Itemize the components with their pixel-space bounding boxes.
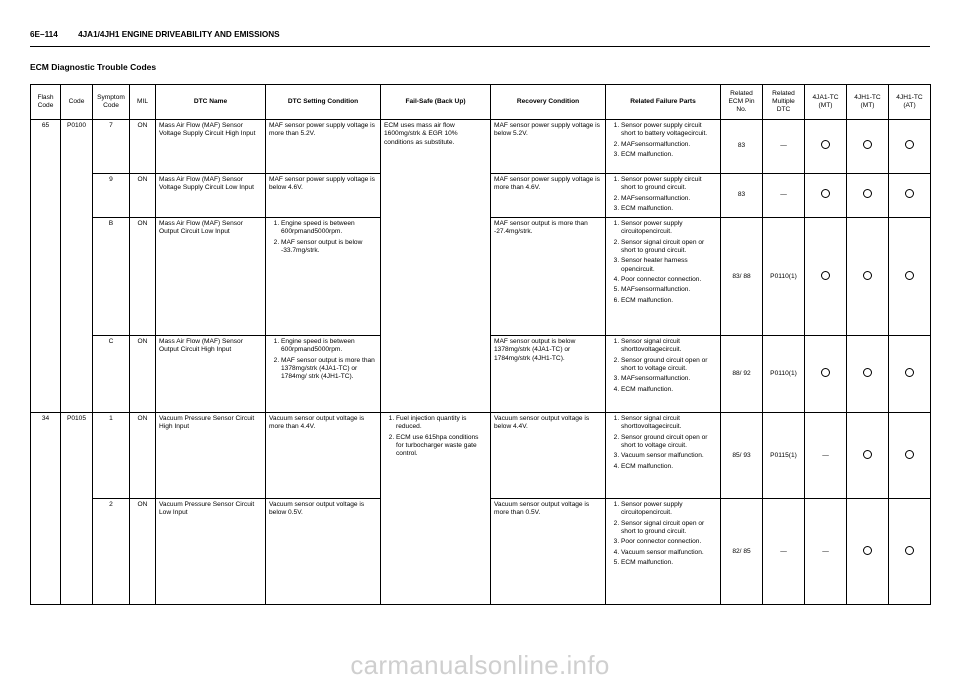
applicable-circle-icon xyxy=(905,140,914,149)
applicability-cell xyxy=(847,120,889,174)
failure-parts-list xyxy=(609,176,717,213)
list-item: 2. Sensor signal circuit open or short to ground circuit. xyxy=(621,239,717,256)
setting-condition-cell: MAF sensor power supply voltage is more than 5.2V. xyxy=(266,120,381,174)
list-item: 3. Poor connector connection. xyxy=(621,538,717,546)
col-symptom-code: Symptom Code xyxy=(93,85,130,120)
list-item: 4. Poor connector connection. xyxy=(621,276,717,284)
setting-condition-cell xyxy=(266,218,381,336)
applicable-circle-icon xyxy=(863,368,872,377)
failure-parts-cell xyxy=(606,336,721,413)
applicability-cell xyxy=(889,413,931,499)
col-flash-code: Flash Code xyxy=(31,85,61,120)
applicability-cell xyxy=(847,174,889,218)
multiple-dtc-cell: P0110(1) xyxy=(763,218,805,336)
list-item: 3. MAFsensormalfunction. xyxy=(621,375,717,383)
mil-cell: ON xyxy=(130,336,156,413)
setting-condition-cell: Vacuum sensor output voltage is below 0.5V. xyxy=(266,499,381,605)
flash-code-cell: 34 xyxy=(31,413,61,605)
list-item: 5. ECM malfunction. xyxy=(621,559,717,567)
ecm-pin-cell: 83/ 88 xyxy=(721,218,763,336)
fail-safe-cell: ECM uses mass air flow 1600mg/strk & EGR 10% conditions as substitute. xyxy=(381,120,491,413)
list-item: 3. ECM malfunction. xyxy=(621,151,717,159)
failure-parts-list xyxy=(609,338,717,394)
ecm-pin-cell: 83 xyxy=(721,120,763,174)
list-item: 1. Sensor power supply circuitopencircuit. xyxy=(621,220,717,237)
applicable-circle-icon xyxy=(821,271,830,280)
list-item: 3. ECM malfunction. xyxy=(621,205,717,213)
watermark: carmanualsonline.info xyxy=(350,650,610,680)
failure-parts-list xyxy=(609,122,717,159)
list-item: 1. Sensor signal circuit shorttovoltagecircuit. xyxy=(621,415,717,432)
applicability-cell xyxy=(805,218,847,336)
failure-parts-list xyxy=(609,220,717,305)
list-item: 2. MAFsensormalfunction. xyxy=(621,141,717,149)
col-setting-condition: DTC Setting Condition xyxy=(266,85,381,120)
applicability-cell xyxy=(805,174,847,218)
applicability-cell xyxy=(805,120,847,174)
list-item: 1. Sensor power supply circuit short to battery voltagecircuit. xyxy=(621,122,717,139)
applicable-circle-icon xyxy=(821,368,830,377)
list-item: 4. Vacuum sensor malfunction. xyxy=(621,549,717,557)
failure-parts-cell xyxy=(606,499,721,605)
dtc-table xyxy=(30,84,931,605)
col-4jh1-tc-at: 4JH1-TC (AT) xyxy=(889,85,931,120)
list-item: 3. Vacuum sensor malfunction. xyxy=(621,452,717,460)
list-item: 2. MAF sensor output is below -33.7mg/strk. xyxy=(281,239,377,256)
list-item: 2. Sensor ground circuit open or short to voltage circuit. xyxy=(621,357,717,374)
table-body xyxy=(31,120,931,605)
page-number: 6E–114 xyxy=(30,30,58,39)
symptom-code-cell: 1 xyxy=(93,413,130,499)
mil-cell: ON xyxy=(130,413,156,499)
mil-cell: ON xyxy=(130,218,156,336)
list-item: 2. MAFsensormalfunction. xyxy=(621,195,717,203)
symptom-code-cell: B xyxy=(93,218,130,336)
recovery-condition-cell: MAF sensor power supply voltage is below 5.2V. xyxy=(491,120,606,174)
recovery-condition-cell: Vacuum sensor output voltage is below 4.4V. xyxy=(491,413,606,499)
applicability-cell xyxy=(847,413,889,499)
applicable-circle-icon xyxy=(821,189,830,198)
list-item: 5. MAFsensormalfunction. xyxy=(621,286,717,294)
table-row xyxy=(31,413,931,499)
applicability-cell xyxy=(847,218,889,336)
applicable-circle-icon xyxy=(863,450,872,459)
recovery-condition-cell: Vacuum sensor output voltage is more than 0.5V. xyxy=(491,499,606,605)
applicability-cell xyxy=(889,120,931,174)
applicable-circle-icon xyxy=(905,271,914,280)
col-4ja1-tc-mt: 4JA1-TC (MT) xyxy=(805,85,847,120)
list-item: 1. Engine speed is between 600rpmand5000rpm. xyxy=(281,338,377,355)
applicability-cell xyxy=(889,499,931,605)
symptom-code-cell: 9 xyxy=(93,174,130,218)
mil-cell: ON xyxy=(130,120,156,174)
dtc-code-cell: P0100 xyxy=(61,120,93,413)
mil-cell: ON xyxy=(130,499,156,605)
failure-parts-list xyxy=(609,501,717,567)
recovery-condition-cell: MAF sensor power supply voltage is more than 4.6V. xyxy=(491,174,606,218)
recovery-condition-cell: MAF sensor output is more than -27.4mg/strk. xyxy=(491,218,606,336)
setting-condition-cell: MAF sensor power supply voltage is below 4.6V. xyxy=(266,174,381,218)
col-4jh1-tc-mt: 4JH1-TC (MT) xyxy=(847,85,889,120)
page-header-title: 4JA1/4JH1 ENGINE DRIVEABILITY AND EMISSIONS xyxy=(78,30,280,39)
failure-parts-list xyxy=(609,415,717,471)
multiple-dtc-cell: — xyxy=(763,174,805,218)
col-fail-safe: Fail-Safe (Back Up) xyxy=(381,85,491,120)
applicability-cell xyxy=(889,174,931,218)
multiple-dtc-cell: — xyxy=(763,499,805,605)
setting-condition-cell: Vacuum sensor output voltage is more than 4.4V. xyxy=(266,413,381,499)
ecm-pin-cell: 85/ 93 xyxy=(721,413,763,499)
list-item: 4. ECM malfunction. xyxy=(621,386,717,394)
applicability-cell: — xyxy=(805,413,847,499)
list-item: 1. Engine speed is between 600rpmand5000rpm. xyxy=(281,220,377,237)
dtc-name-cell: Mass Air Flow (MAF) Sensor Voltage Supply Circuit Low Input xyxy=(156,174,266,218)
dtc-name-cell: Mass Air Flow (MAF) Sensor Output Circuit Low Input xyxy=(156,218,266,336)
setting-condition-cell xyxy=(266,336,381,413)
dtc-code-cell: P0105 xyxy=(61,413,93,605)
header-rule xyxy=(30,46,930,47)
setting-condition-list xyxy=(269,220,377,255)
failure-parts-cell xyxy=(606,218,721,336)
multiple-dtc-cell: — xyxy=(763,120,805,174)
list-item: 1. Fuel injection quantity is reduced. xyxy=(396,415,487,432)
dtc-name-cell: Vacuum Pressure Sensor Circuit High Input xyxy=(156,413,266,499)
list-item: 2. ECM use 615hpa conditions for turbocharger waste gate control. xyxy=(396,434,487,459)
list-item: 2. MAF sensor output is more than 1378mg/strk (4JA1-TC) or 1784mg/ strk (4JH1-TC). xyxy=(281,357,377,382)
multiple-dtc-cell: P0115(1) xyxy=(763,413,805,499)
applicable-circle-icon xyxy=(821,140,830,149)
col-recovery-condition: Recovery Condition xyxy=(491,85,606,120)
applicability-cell xyxy=(847,499,889,605)
list-item: 1. Sensor power supply circuit short to ground circuit. xyxy=(621,176,717,193)
applicability-cell xyxy=(847,336,889,413)
table-header-row xyxy=(31,85,931,120)
dtc-name-cell: Mass Air Flow (MAF) Sensor Output Circuit High Input xyxy=(156,336,266,413)
col-multiple-dtc: Related Multiple DTC xyxy=(763,85,805,120)
applicable-circle-icon xyxy=(863,140,872,149)
applicable-circle-icon xyxy=(905,450,914,459)
applicability-cell xyxy=(889,336,931,413)
fail-safe-cell xyxy=(381,413,491,605)
failure-parts-cell xyxy=(606,174,721,218)
list-item: 2. Sensor signal circuit open or short to ground circuit. xyxy=(621,520,717,537)
col-mil: MIL xyxy=(130,85,156,120)
failure-parts-cell xyxy=(606,413,721,499)
col-failure-parts: Related Failure Parts xyxy=(606,85,721,120)
page-header xyxy=(30,30,280,39)
failure-parts-cell xyxy=(606,120,721,174)
applicable-circle-icon xyxy=(905,368,914,377)
applicable-circle-icon xyxy=(863,546,872,555)
list-item: 6. ECM malfunction. xyxy=(621,297,717,305)
applicable-circle-icon xyxy=(863,271,872,280)
symptom-code-cell: 7 xyxy=(93,120,130,174)
applicability-cell xyxy=(889,218,931,336)
list-item: 4. ECM malfunction. xyxy=(621,463,717,471)
recovery-condition-cell: MAF sensor output is below 1378mg/strk (4JA1-TC) or 1784mg/strk (4JH1-TC). xyxy=(491,336,606,413)
symptom-code-cell: 2 xyxy=(93,499,130,605)
table-row xyxy=(31,120,931,174)
multiple-dtc-cell: P0110(1) xyxy=(763,336,805,413)
dtc-name-cell: Vacuum Pressure Sensor Circuit Low Input xyxy=(156,499,266,605)
list-item: 1. Sensor power supply circuitopencircuit. xyxy=(621,501,717,518)
list-item: 3. Sensor heater harness opencircuit. xyxy=(621,257,717,274)
ecm-pin-cell: 83 xyxy=(721,174,763,218)
fail-safe-list xyxy=(384,415,487,458)
applicable-circle-icon xyxy=(863,189,872,198)
applicable-circle-icon xyxy=(905,546,914,555)
section-title: ECM Diagnostic Trouble Codes xyxy=(30,62,157,72)
ecm-pin-cell: 82/ 85 xyxy=(721,499,763,605)
setting-condition-list xyxy=(269,338,377,381)
ecm-pin-cell: 88/ 92 xyxy=(721,336,763,413)
dtc-name-cell: Mass Air Flow (MAF) Sensor Voltage Supply Circuit High Input xyxy=(156,120,266,174)
applicability-cell xyxy=(805,336,847,413)
list-item: 1. Sensor signal circuit shorttovoltagecircuit. xyxy=(621,338,717,355)
list-item: 2. Sensor ground circuit open or short to voltage circuit. xyxy=(621,434,717,451)
applicable-circle-icon xyxy=(905,189,914,198)
mil-cell: ON xyxy=(130,174,156,218)
symptom-code-cell: C xyxy=(93,336,130,413)
applicability-cell: — xyxy=(805,499,847,605)
col-code: Code xyxy=(61,85,93,120)
flash-code-cell: 65 xyxy=(31,120,61,413)
col-dtc-name: DTC Name xyxy=(156,85,266,120)
col-ecm-pin: Related ECM Pin No. xyxy=(721,85,763,120)
